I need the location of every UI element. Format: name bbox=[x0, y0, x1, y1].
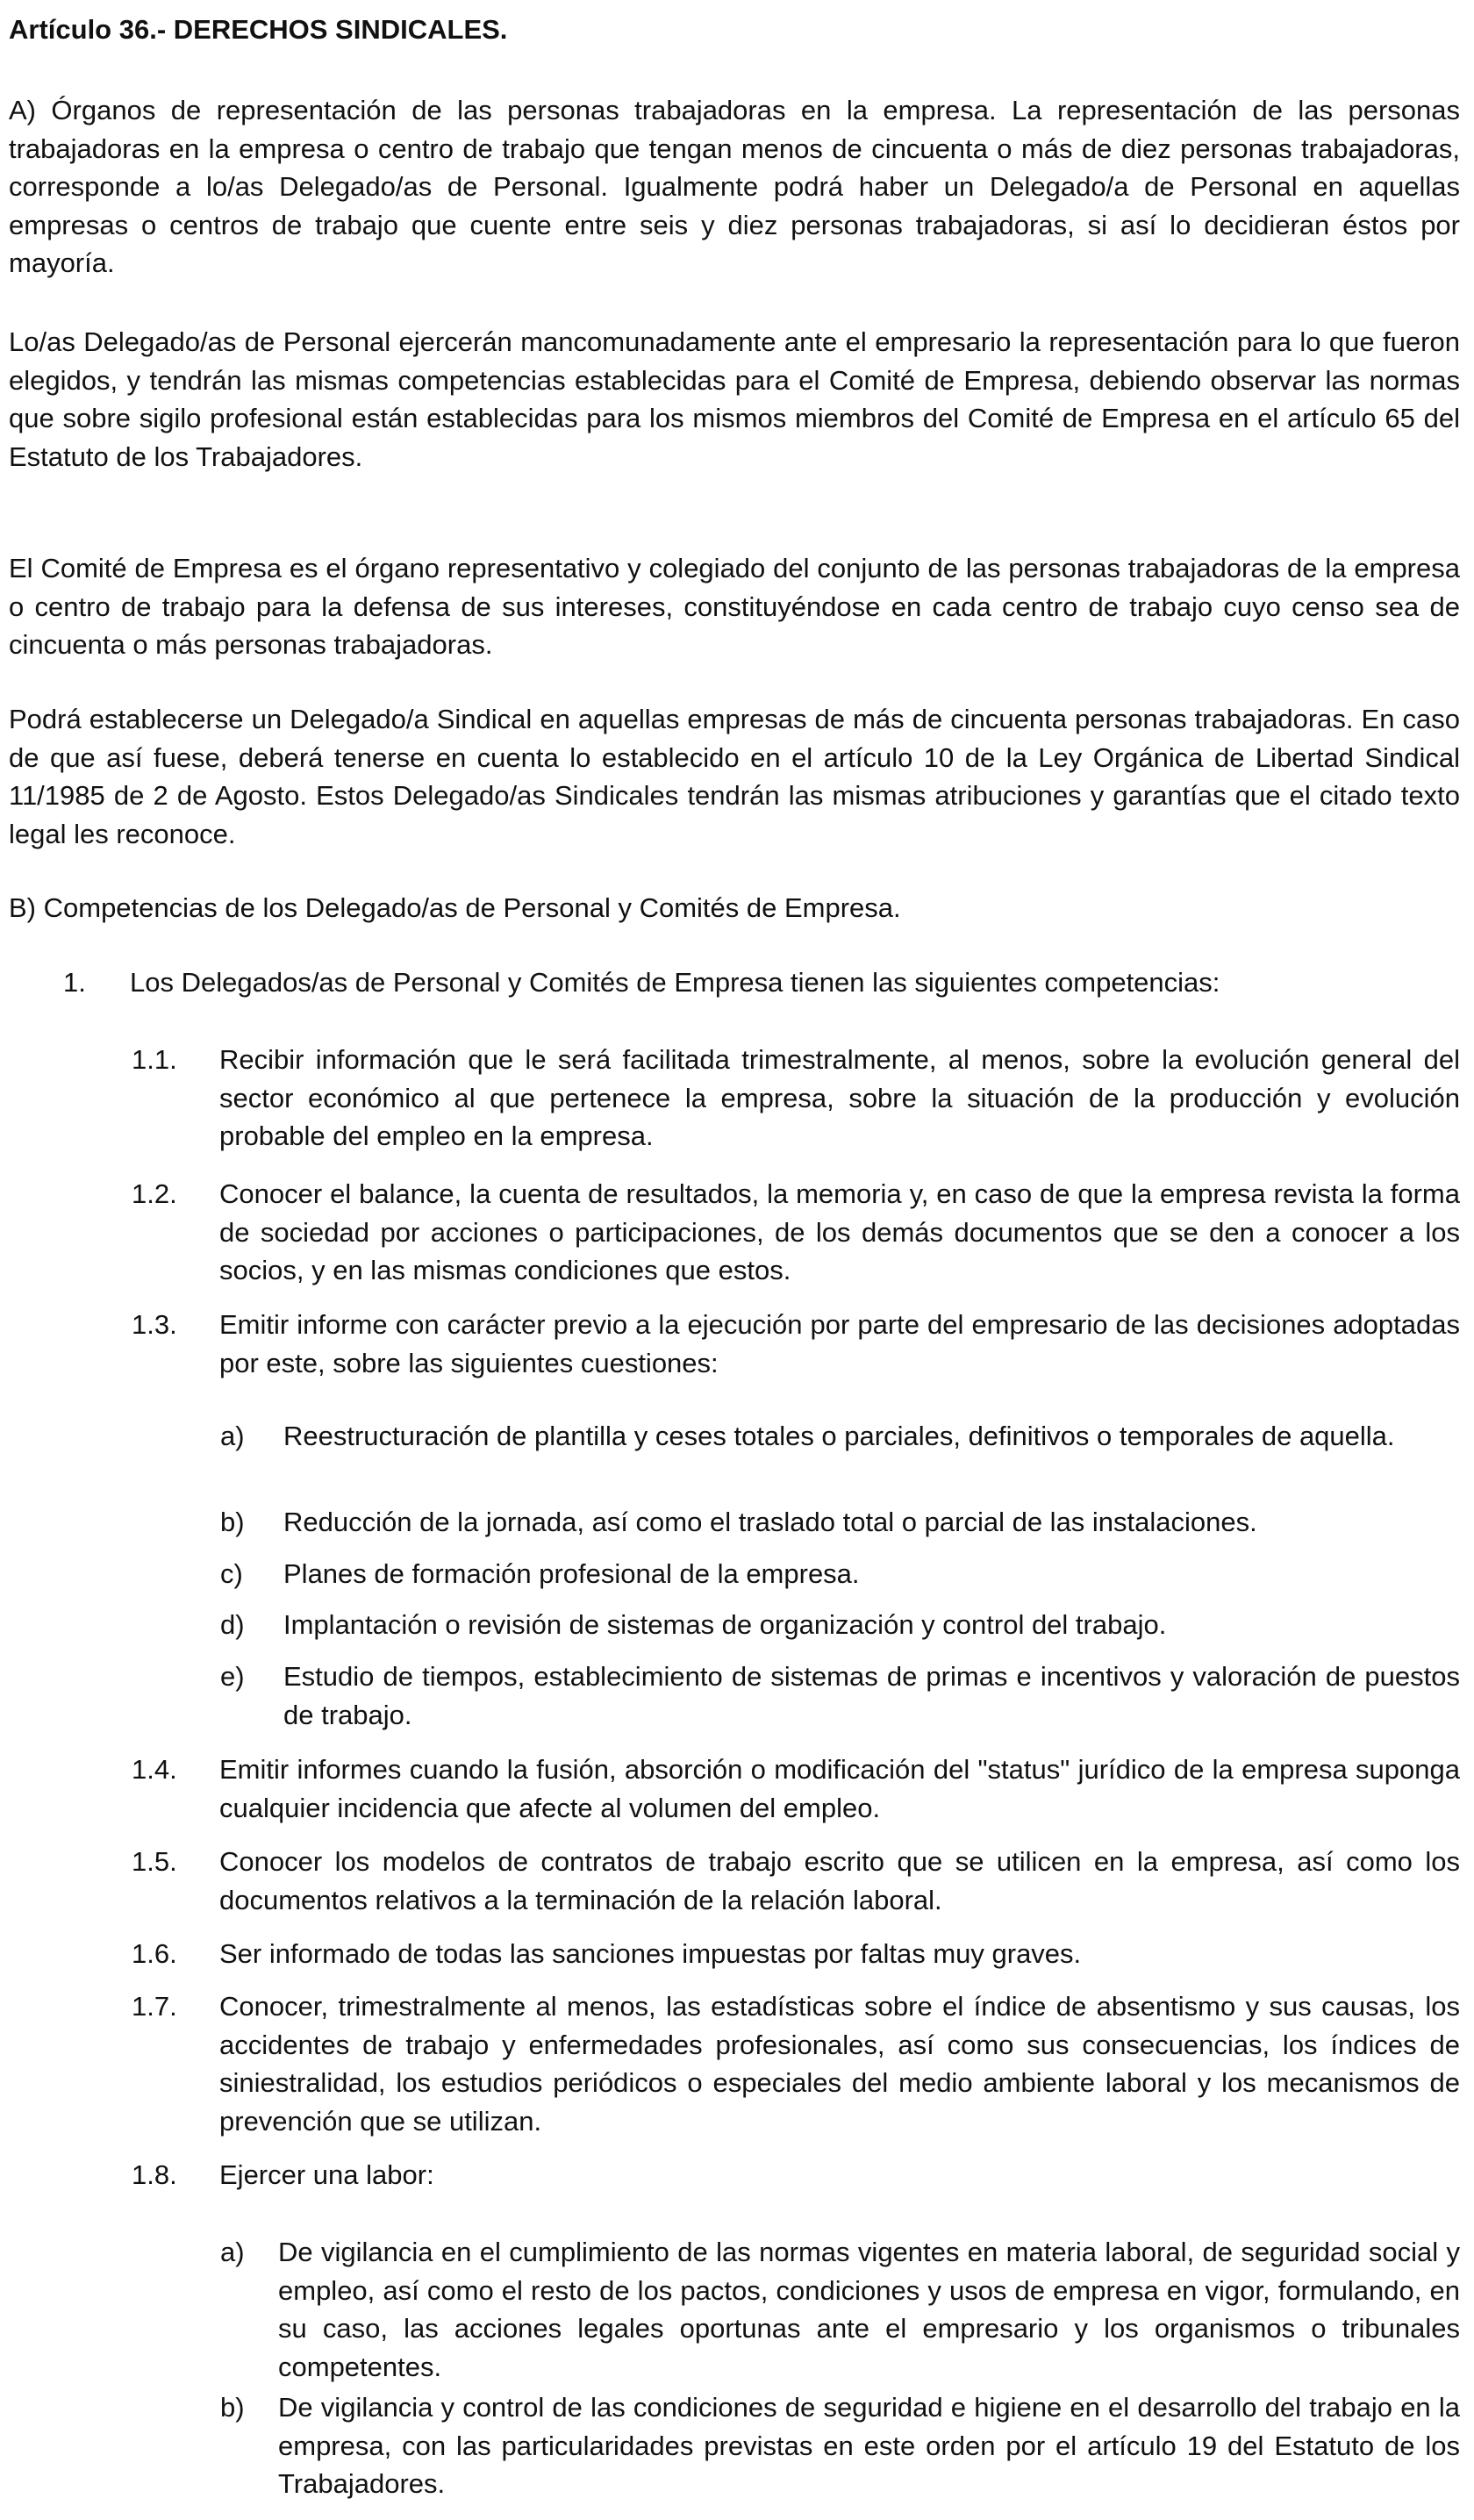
list-item-text: Conocer los modelos de contratos de trabajo escrito que se utilicen en la empresa, así como los documentos relativos a la terminación de la relación laboral. bbox=[219, 1846, 1460, 1915]
list-item-number: 1. bbox=[63, 967, 86, 998]
list-item-text: Reestructuración de plantilla y ceses totales o parciales, definitivos o temporales de aquella. bbox=[283, 1421, 1395, 1451]
list-item-1-3-c bbox=[220, 1555, 1460, 1593]
list-item-number: 1.1. bbox=[132, 1044, 177, 1075]
list-item-text: Conocer el balance, la cuenta de resultados, la memoria y, en caso de que la empresa revista la forma de sociedad por acciones o participaciones, de los demás documentos que se den a conocer a los socios, y en las mismas condiciones que estos. bbox=[219, 1178, 1460, 1285]
list-item-letter: c) bbox=[220, 1558, 243, 1589]
list-item-1-2 bbox=[132, 1175, 1460, 1290]
list-item-1-8-b bbox=[220, 2388, 1460, 2503]
list-item-1-8-a bbox=[220, 2233, 1460, 2386]
list-item-text: Recibir información que le será facilitada trimestralmente, al menos, sobre la evolución general del sector económico al que pertenece la empresa, sobre la situación de la producción y evolución probable del empleo en la empresa. bbox=[219, 1044, 1460, 1151]
list-item-1-8 bbox=[132, 2156, 1460, 2194]
list-item-text: De vigilancia en el cumplimiento de las normas vigentes en materia laboral, de seguridad social y empleo, así como el resto de los pactos, condiciones y usos de empresa en vigor, formulando, en su caso, las acciones legales oportunas ante el empresario y los organismos o tribunales competentes. bbox=[278, 2237, 1460, 2382]
list-item-text: Conocer, trimestralmente al menos, las estadísticas sobre el índice de absentismo y sus causas, los accidentes de trabajo y enfermedades profesionales, así como sus consecuencias, los índices de siniestralidad, los estudios periódicos o especiales del medio ambiente laboral y los mecanismos de prevención que se utilizan. bbox=[219, 1991, 1460, 2137]
list-item-letter: e) bbox=[220, 1661, 245, 1692]
list-item-number: 1.7. bbox=[132, 1991, 177, 2022]
list-item-1-3-b bbox=[220, 1503, 1460, 1542]
list-item-1-1 bbox=[132, 1041, 1460, 1156]
list-item-text: Planes de formación profesional de la empresa. bbox=[283, 1558, 860, 1589]
list-item-text: Emitir informes cuando la fusión, absorción o modificación del "status" jurídico de la empresa suponga cualquier incidencia que afecte al volumen del empleo. bbox=[219, 1754, 1460, 1823]
paragraph-delegates: Lo/as Delegado/as de Personal ejercerán mancomunadamente ante el empresario la representación para lo que fueron elegidos, y tendrán las mismas competencias establecidas para el Comité de Empresa, debiendo observar las normas que sobre sigilo profesional están establecidas para los mismos miembros del Comité de Empresa en el artículo 65 del Estatuto de los Trabajadores. bbox=[9, 326, 1460, 472]
article-title: Artículo 36.- DERECHOS SINDICALES. bbox=[9, 14, 508, 45]
list-item-1-3-e bbox=[220, 1657, 1460, 1734]
list-item-letter: b) bbox=[220, 1507, 245, 1537]
list-item-1-6 bbox=[132, 1935, 1460, 1973]
list-item-text: Ejercer una labor: bbox=[219, 2159, 434, 2190]
list-item-1-3-d bbox=[220, 1606, 1460, 1644]
list-item-1-5 bbox=[132, 1843, 1460, 1919]
paragraph-committee: El Comité de Empresa es el órgano representativo y colegiado del conjunto de las personas trabajadoras de la empresa o centro de trabajo para la defensa de sus intereses, constituyéndose en cada centro de trabajo cuyo censo sea de cincuenta o más personas trabajadoras. bbox=[9, 553, 1460, 660]
paragraph-representation: A) Órganos de representación de las personas trabajadoras en la empresa. La representación de las personas trabajadoras en la empresa o centro de trabajo que tengan menos de cincuenta o más de diez personas trabajadoras, corresponde a lo/as Delegado/as de Personal. Igualmente podrá haber un Delegado/a de Personal en aquellas empresas o centros de trabajo que cuente entre seis y diez personas trabajadoras, si así lo decidieran éstos por mayoría. bbox=[9, 95, 1460, 278]
list-item-text: Reducción de la jornada, así como el traslado total o parcial de las instalaciones. bbox=[283, 1507, 1257, 1537]
list-item-text: Estudio de tiempos, establecimiento de sistemas de primas e incentivos y valoración de puestos de trabajo. bbox=[283, 1661, 1460, 1730]
list-item-1-3 bbox=[132, 1306, 1460, 1382]
section-b-heading: B) Competencias de los Delegado/as de Personal y Comités de Empresa. bbox=[9, 892, 901, 923]
list-item-text: Implantación o revisión de sistemas de organización y control del trabajo. bbox=[283, 1609, 1167, 1640]
list-item-text: De vigilancia y control de las condiciones de seguridad e higiene en el desarrollo del trabajo en la empresa, con las particularidades previstas en este orden por el artículo 19 del Estatuto de los Trabajadores. bbox=[278, 2392, 1460, 2499]
list-item-letter: a) bbox=[220, 2237, 245, 2267]
list-item-letter: b) bbox=[220, 2392, 245, 2423]
list-item-letter: a) bbox=[220, 1421, 245, 1451]
list-item-text: Emitir informe con carácter previo a la ejecución por parte del empresario de las decisiones adoptadas por este, sobre las siguientes cuestiones: bbox=[219, 1309, 1460, 1378]
list-item-letter: d) bbox=[220, 1609, 245, 1640]
list-item-1-3-a bbox=[220, 1417, 1460, 1456]
list-item-number: 1.6. bbox=[132, 1938, 177, 1969]
list-item-number: 1.5. bbox=[132, 1846, 177, 1877]
paragraph-union-delegate: Podrá establecerse un Delegado/a Sindical en aquellas empresas de más de cincuenta personas trabajadoras. En caso de que así fuese, deberá tenerse en cuenta lo establecido en el artículo 10 de la Ley Orgánica de Libertad Sindical 11/1985 de 2 de Agosto. Estos Delegado/as Sindicales tendrán las mismas atribuciones y garantías que el citado texto legal les reconoce. bbox=[9, 704, 1460, 849]
list-item-number: 1.2. bbox=[132, 1178, 177, 1209]
list-item-text: Los Delegados/as de Personal y Comités de Empresa tienen las siguientes competencias: bbox=[130, 967, 1220, 998]
list-item-1-7 bbox=[132, 1987, 1460, 2140]
list-item-text: Ser informado de todas las sanciones impuestas por faltas muy graves. bbox=[219, 1938, 1082, 1969]
list-item-1 bbox=[63, 963, 1460, 1002]
list-item-number: 1.3. bbox=[132, 1309, 177, 1340]
list-item-number: 1.4. bbox=[132, 1754, 177, 1785]
list-item-1-4 bbox=[132, 1750, 1460, 1827]
list-item-number: 1.8. bbox=[132, 2159, 177, 2190]
